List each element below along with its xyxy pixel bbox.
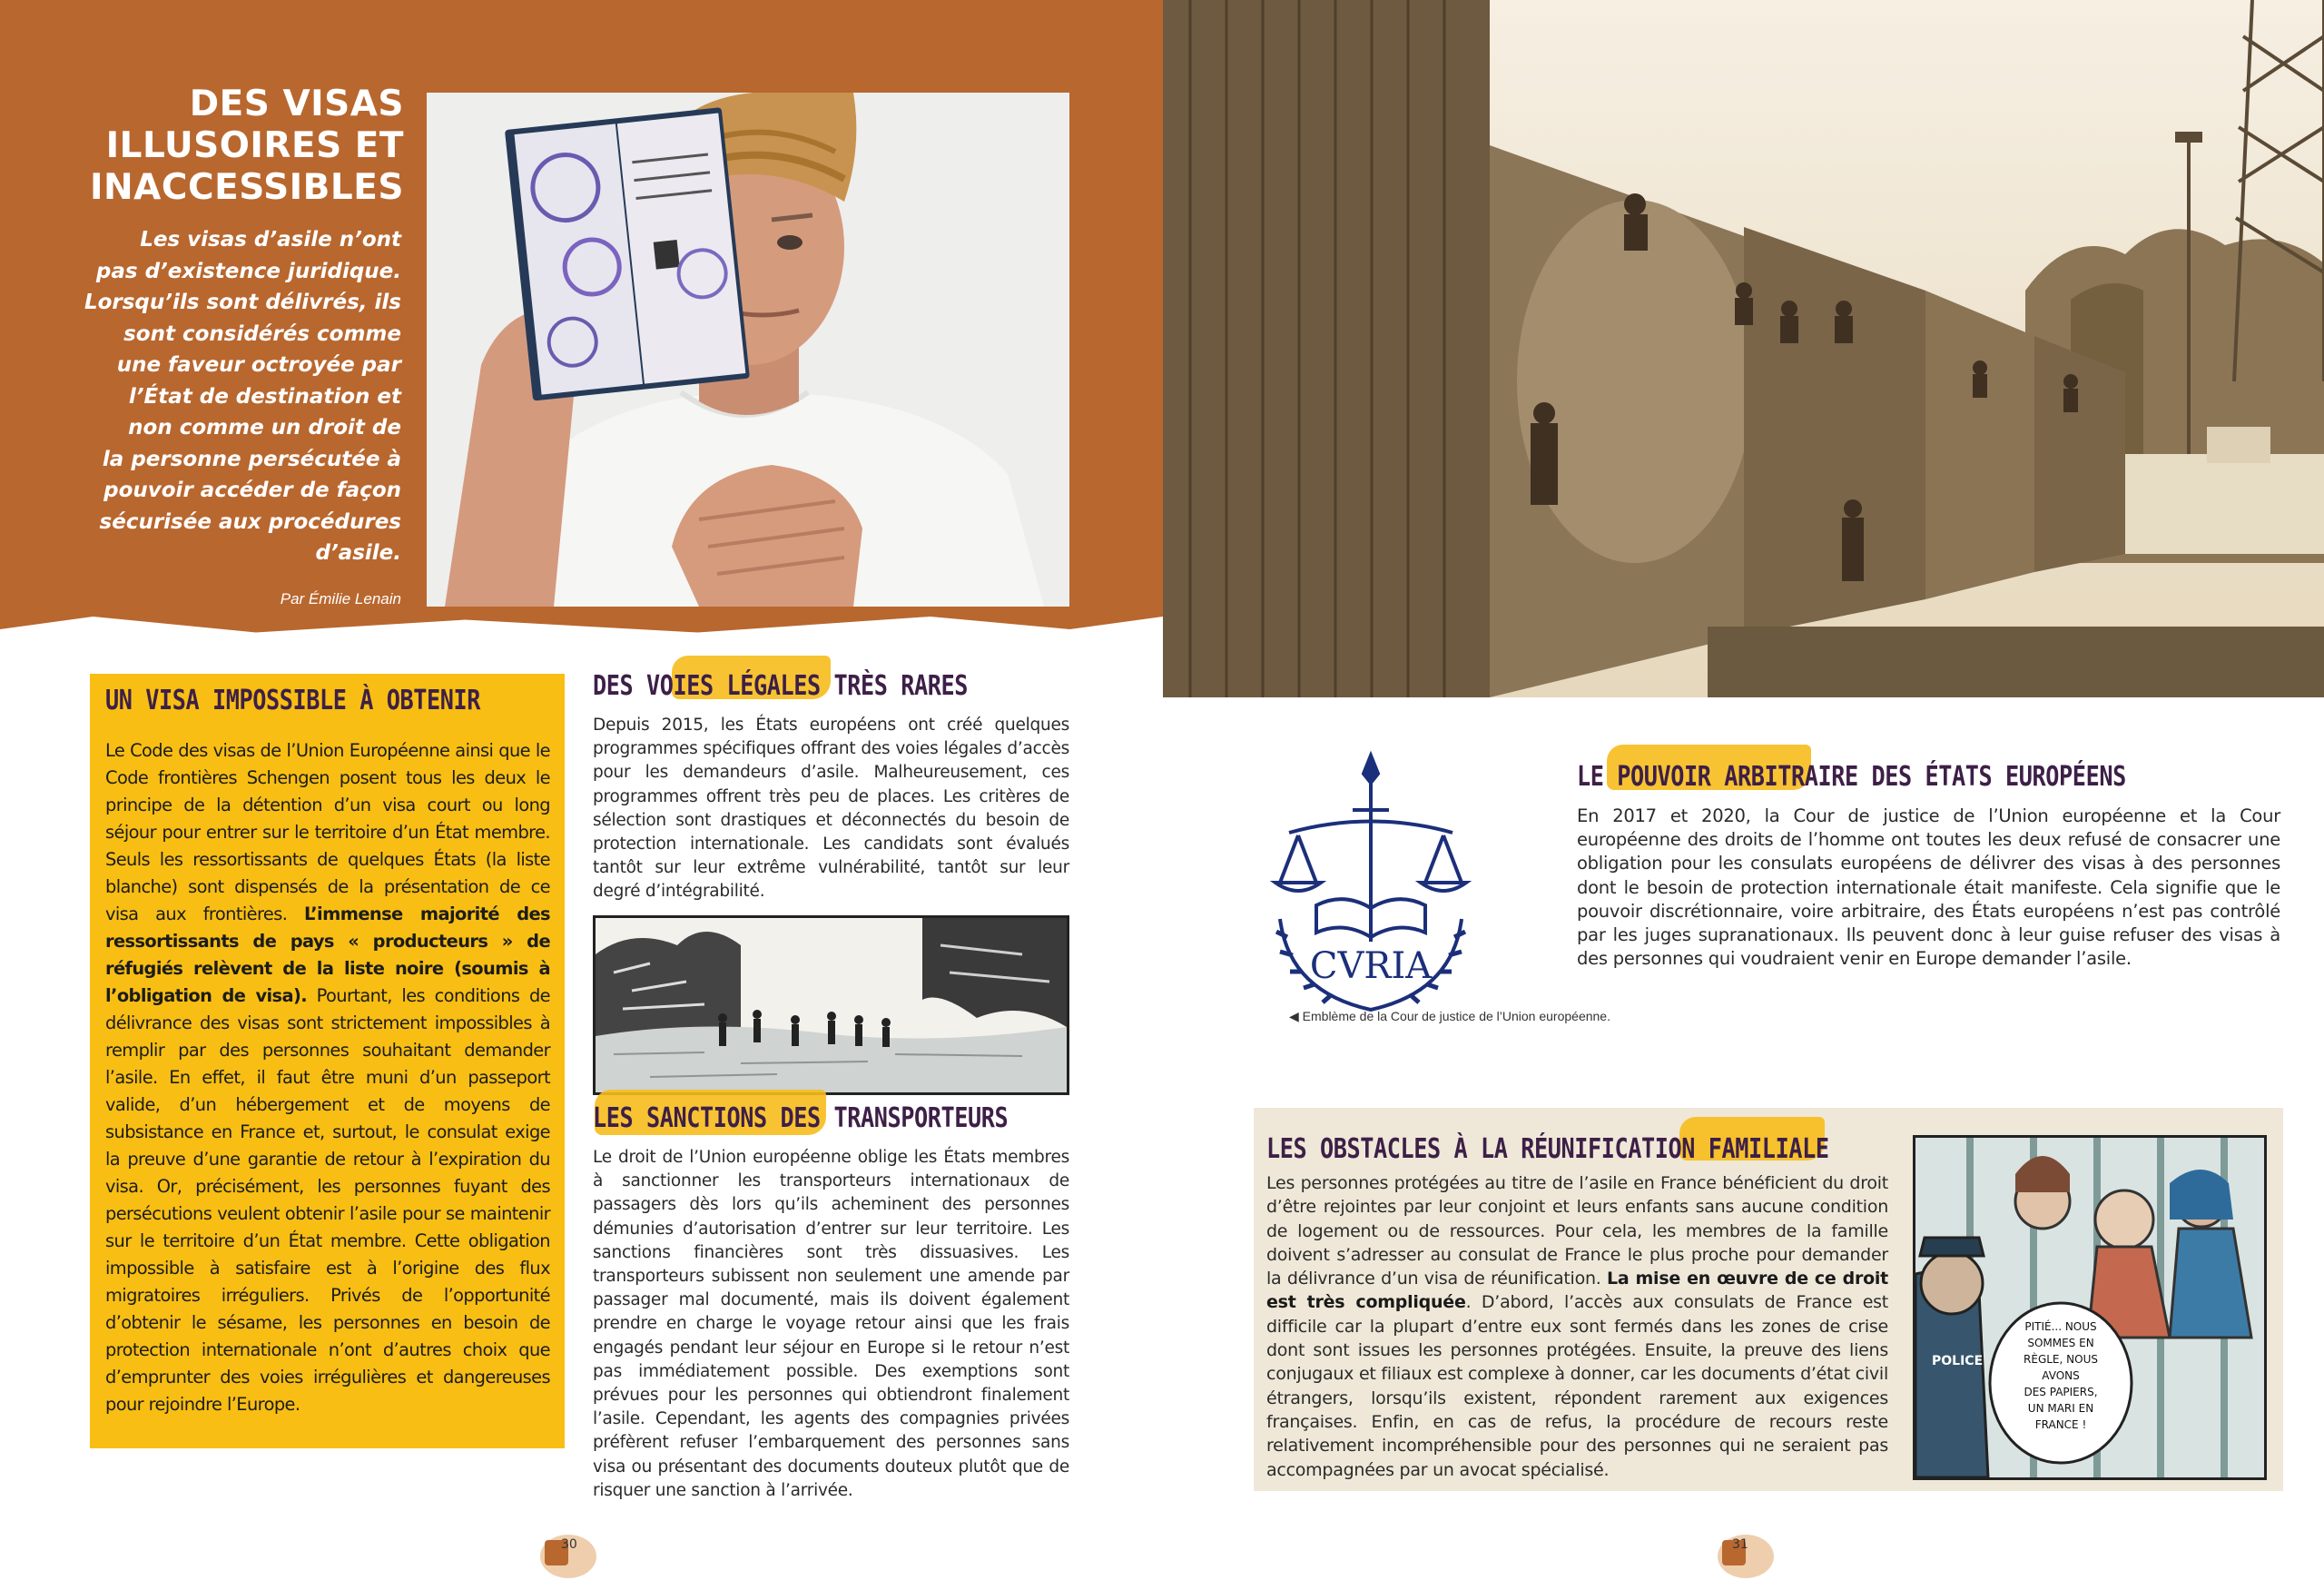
curia-caption: ◀ Emblème de la Cour de justice de l’Union européenne.: [1289, 1009, 1610, 1023]
speech-line: AVONS: [2042, 1369, 2080, 1382]
visa-impossible-text: [105, 737, 550, 1418]
refugees-consulate-comic: [1913, 1135, 2267, 1480]
speech-line: FRANCE !: [2034, 1418, 2087, 1431]
pouvoir-text: En 2017 et 2020, la Cour de justice de l’Union européenne et la Cour européenne des droits de l’homme ont toutes les deux refusé de consacrer une obligation pour les consulats européens de délivrer des visas à des personnes dont le besoin de protection internationale était manifeste. Cela signifie que le pouvoir discrétionnaire, voire arbitraire, des États européens n’est pas contrôlé par les juges supranationaux. Ils peuvent donc à leur guise refuser des visas à des personnes qui voudraient venir en Europe demander l’asile.: [1577, 805, 2280, 970]
curia-emblem-text: CVRIA: [1309, 945, 1433, 987]
speech-line: RÈGLE, NOUS: [2024, 1353, 2098, 1366]
speech-line: SOMMES EN: [2027, 1337, 2094, 1349]
visa-text-bold: L’immense majorité des ressortissants de pays « producteurs » de réfugiés relèvent de la liste noire (soumis à l’obligation de visa).: [105, 904, 551, 1006]
byline: Par Émilie Lenain: [280, 590, 401, 607]
speech-line: PITIÉ... NOUS: [2024, 1320, 2097, 1333]
passport-man-photo: [427, 93, 1069, 607]
article-lead: [82, 224, 401, 569]
speech-line: UN MARI EN: [2027, 1402, 2094, 1415]
lead-line: d’asile.: [315, 541, 401, 565]
train-migrants-photo: [1163, 0, 2324, 697]
lead-line: non comme un droit de: [128, 416, 401, 439]
sanctions-text: Le droit de l’Union européenne oblige les États membres à sanctionner les transporteurs internationaux de passagers dès lors qu’ils acheminent des personnes démunies d’autorisation d’entrer sur leur territoire. Les sanctions financières sont très dissuasives. Les transporteurs subissent non seulement une amende par passager mal documenté, mais ils doivent également prendre en charge le voyage retour ainsi que les frais engagés pendant leur séjour en Europe si le retour n’est pas immédiatement possible. Des exemptions sont prévues pour les personnes qui obtiendront finalement l’asile. Cependant, les agents des compagnies privées préfèrent refuser l’embarquement des personnes sans visa ou présentant des documents douteux plutôt que de risquer une sanction à l’arrivée.: [593, 1148, 1069, 1500]
lead-line: une faveur octroyée par: [116, 353, 401, 377]
lead-line: Les visas d’asile n’ont: [140, 228, 401, 252]
police-label: POLICE: [1932, 1354, 1984, 1368]
title-line: DES VISAS: [189, 84, 404, 124]
sanctions-heading: LES SANCTIONS DES TRANSPORTEURS: [593, 1102, 1009, 1134]
voies-legales-text: Depuis 2015, les États européens ont créé quelques programmes spécifiques offrant des voies légales d’accès pour les demandeurs d’asile. Malheureusement, ces programmes offrent très peu de places. Les critères de sélection sont drastiques et déconnectés du besoin de protection internationale. Les candidats sont évalués tantôt sur leur extrême vulnérabilité, tantôt sur leur degré d’intégrabilité.: [593, 716, 1069, 902]
page-number-right: 31: [1732, 1537, 1748, 1552]
visa-impossible-heading: UN VISA IMPOSSIBLE À OBTENIR: [105, 685, 481, 716]
voies-legales-heading: DES VOIES LÉGALES TRÈS RARES: [593, 670, 969, 702]
article-title: [54, 84, 404, 209]
lead-line: pas d’existence juridique.: [95, 259, 401, 283]
visa-text-part: Le Code des visas de l’Union Européenne ainsi que le Code frontières Schengen posent tous les deux le principe de la détention d’un visa court ou long séjour pour entrer sur le territoire d’un État membre. Seuls les ressortissants de quelques États (la liste blanche) sont dispensés de la présentation de ce visa aux frontières.: [105, 740, 550, 924]
pouvoir-heading: LE POUVOIR ARBITRAIRE DES ÉTATS EUROPÉENS: [1577, 761, 2126, 793]
title-line: INACCESSIBLES: [90, 167, 404, 208]
curia-emblem-logo: [1262, 746, 1480, 1019]
lead-line: l’État de destination et: [128, 384, 401, 409]
lead-line: sont considérés comme: [123, 321, 401, 346]
page-number-left: 30: [561, 1537, 577, 1552]
reunification-heading: LES OBSTACLES À LA RÉUNIFICATION FAMILIALE: [1266, 1133, 1829, 1165]
title-line: ILLUSOIRES ET: [105, 125, 404, 166]
migrants-river-comic: [593, 915, 1069, 1095]
lead-line: pouvoir accéder de façon: [103, 479, 401, 502]
reuni-text-part: Les personnes protégées au titre de l’asile en France bénéficient du droit d’être rejointes par leur conjoint et leurs enfants sans aucune condition de logement ou de ressources. Pour cela, les membres de la famille doivent s’adresser au consulat de France le plus proche pour demander la délivrance d’un visa de réunification.: [1266, 1173, 1888, 1289]
speech-line: DES PAPIERS,: [2024, 1386, 2098, 1398]
lead-line: sécurisée aux procédures: [99, 509, 401, 534]
lead-line: Lorsqu’ils sont délivrés, ils: [84, 291, 401, 314]
visa-text-part: Pourtant, les conditions de délivrance des visas sont strictement impossibles à remplir par des personnes souhaitant demander l’asile. En effet, il faut être muni d’un passeport valide, d’un hébergement et de moyens de subsistance en France et, surtout, le consulat exige la preuve d’une garantie de retour à l’expiration du visa. Or, précisément, les personnes fuyant des persécutions veulent obtenir l’asile pour se maintenir sur le territoire d’un État membre. Cette obligation impossible à satisfaire est à l’origine des flux migratoires irréguliers. Privés de l’opportunité d’obtenir le sésame, les personnes en besoin de protection internationale n’ont d’autres choix que d’emprunter des voies irrégulières et dangereuses pour rejoindre l’Europe.: [105, 985, 550, 1415]
reuni-text-part: . D’abord, l’accès aux consulats de France est difficile car la plupart d’entre eux sont fermés dans les zones de crise dont sont issues les personnes protégées. Ensuite, la preuve des liens conjugaux et filiaux est complexe à donner, car les documents d’état civil étrangers, lorsqu’ils existent, répondent rarement aux exigences françaises. Enfin, en cas de refus, la procédure de recours reste relativement incompréhensible pour des personnes qui ne seraient pas accompagnées par un avocat spécialisé.: [1266, 1292, 1888, 1480]
reuni-text-bold: La mise en œuvre de ce droit est très compliquée: [1266, 1269, 1888, 1313]
lead-line: la personne persécutée à: [102, 447, 401, 471]
reunification-text: [1266, 1171, 1888, 1482]
